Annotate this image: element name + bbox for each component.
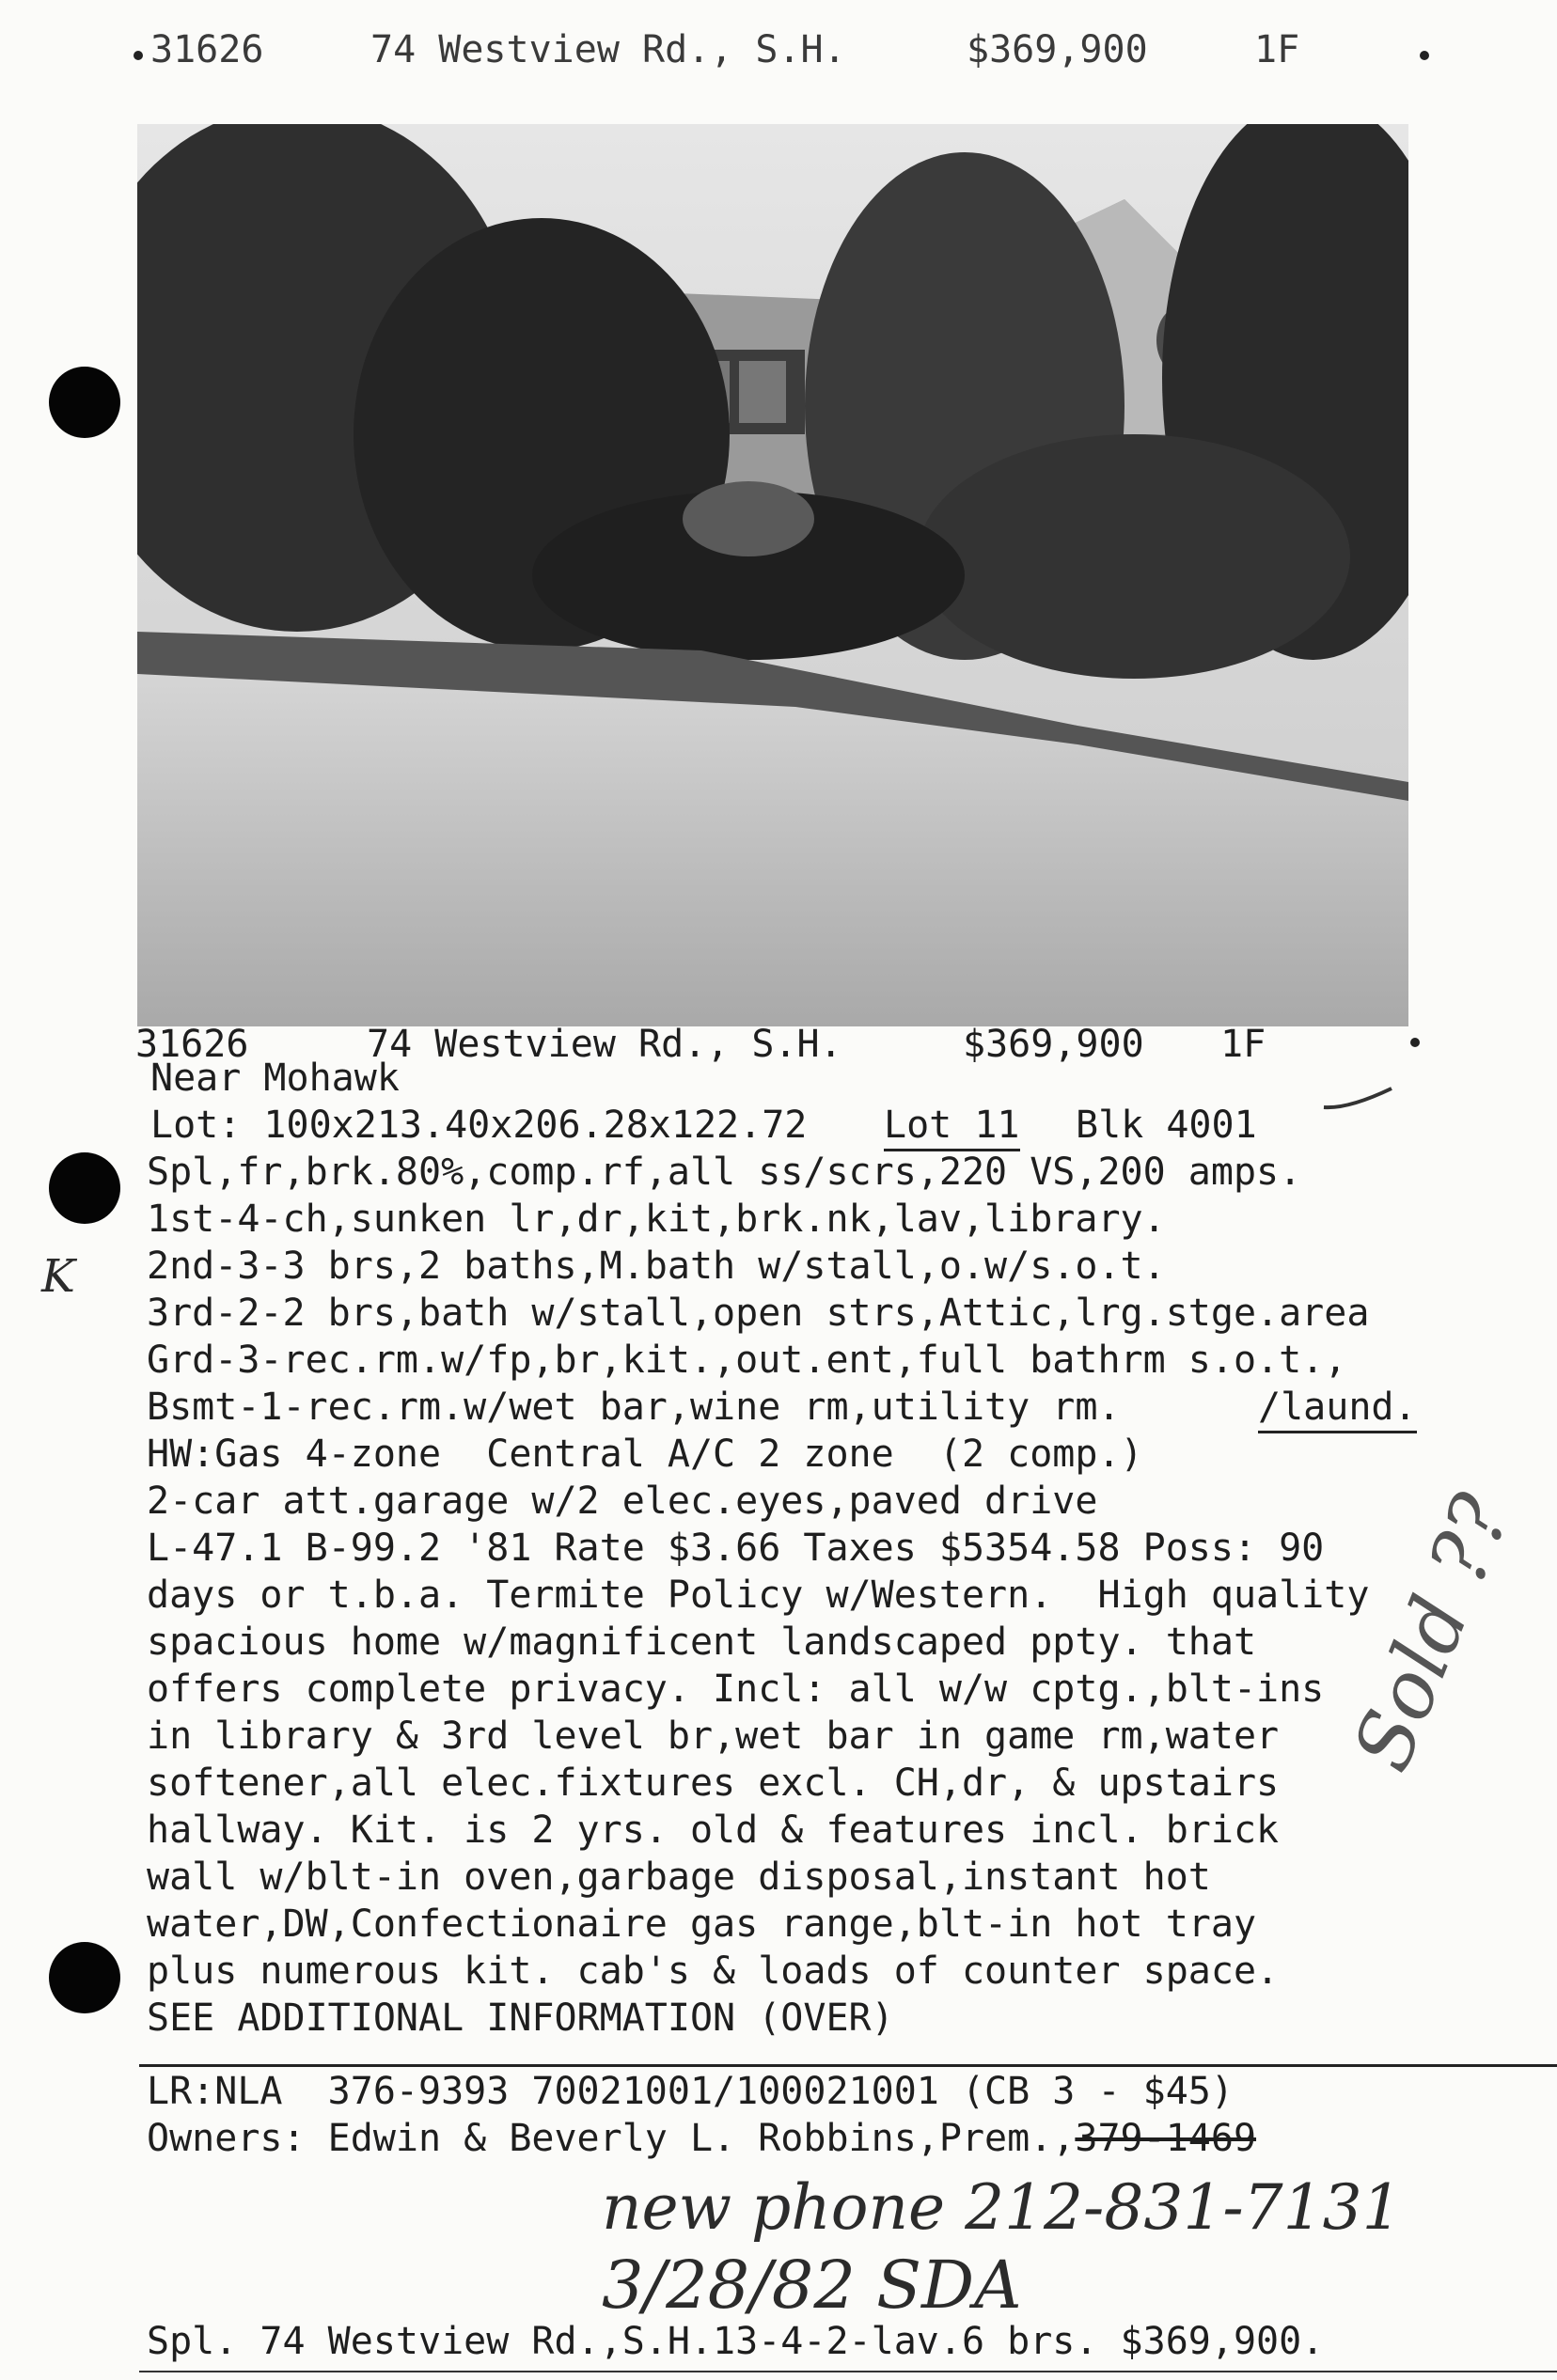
detail-line: L-47.1 B-99.2 '81 Rate $3.66 Taxes $5354.58 Poss: 90 <box>147 1527 1325 1570</box>
sold-annotation: Sold ?? <box>1335 1481 1529 1783</box>
owners-text: Owners: Edwin & Beverly L. Robbins,Prem., <box>147 2117 1076 2160</box>
header-strip <box>113 28 1467 81</box>
header-listing-number: 31626 <box>150 28 264 71</box>
detail-line: offers complete privacy. Incl: all w/w cptg.,blt-ins <box>147 1668 1325 1711</box>
lot-dimensions: Lot: 100x213.40x206.28x122.72 <box>150 1104 808 1147</box>
detail-line: plus numerous kit. cab's & loads of counter space. <box>147 1949 1280 1993</box>
margin-mark: K <box>41 1250 75 1303</box>
detail-line: in library & 3rd level br,wet bar in game rm,water <box>147 1715 1280 1758</box>
location-row <box>147 1055 1463 1102</box>
laund-note: /laund. <box>1258 1384 1417 1433</box>
bullet-dot <box>1420 51 1429 60</box>
block-number: Blk 4001 <box>1076 1104 1257 1147</box>
lr-line: LR:NLA 376-9393 70021001/100021001 (CB 3 - $45) <box>147 2070 1234 2113</box>
detail-line: Grd-3-rec.rm.w/fp,br,kit.,out.ent,full bathrm s.o.t., <box>147 1339 1347 1382</box>
header-price: $369,900 <box>967 28 1148 71</box>
listing-style: 1F <box>1220 1023 1266 1066</box>
owners-line <box>147 2115 1463 2162</box>
detail-line: 2-car att.garage w/2 elec.eyes,paved drive <box>147 1480 1098 1523</box>
detail-line: 2nd-3-3 brs,2 baths,M.bath w/stall,o.w/s.o.t. <box>147 1245 1166 1288</box>
house-photo <box>137 124 1408 1026</box>
listing-price: $369,900 <box>963 1023 1144 1066</box>
detail-line: Spl,fr,brk.80%,comp.rf,all ss/scrs,220 VS,200 amps. <box>147 1151 1302 1194</box>
detail-line: Bsmt-1-rec.rm.w/wet bar,wine rm,utility rm. <box>147 1386 1121 1429</box>
punch-hole <box>49 367 120 438</box>
sold-date-note: 3/28/82 SDA <box>602 2247 1022 2324</box>
detail-line: HW:Gas 4-zone Central A/C 2 zone (2 comp.) <box>147 1433 1143 1476</box>
listing-number: 31626 <box>135 1023 249 1066</box>
detail-line: wall w/blt-in oven,garbage disposal,instant hot <box>147 1855 1211 1899</box>
checkmark-icon <box>1320 1081 1395 1115</box>
basement-row <box>147 1384 1463 1431</box>
listing-details <box>135 1021 1463 2042</box>
old-phone: 379-1469 <box>1075 2117 1257 2160</box>
punch-hole <box>49 1152 120 1224</box>
summary-line: Spl. 74 Westview Rd.,S.H.13-4-2-lav.6 brs. $369,900. <box>147 2320 1325 2363</box>
bottom-rule <box>139 2371 1557 2372</box>
bullet-dot <box>1410 1038 1420 1047</box>
footer-block <box>147 2068 1463 2162</box>
detail-line: softener,all elec.fixtures excl. CH,dr, & upstairs <box>147 1762 1280 1805</box>
listing-address: 74 Westview Rd., S.H. <box>367 1023 842 1066</box>
header-address: 74 Westview Rd., S.H. <box>370 28 846 71</box>
bullet-dot <box>134 51 143 60</box>
new-phone-note: new phone 212-831-7131 <box>602 2171 1402 2244</box>
section-divider <box>139 2064 1557 2067</box>
lot-row <box>147 1102 1463 1149</box>
detail-line: hallway. Kit. is 2 yrs. old & features incl. brick <box>147 1808 1280 1852</box>
detail-line: SEE ADDITIONAL INFORMATION (OVER) <box>147 1996 894 2040</box>
listing-location: Near Mohawk <box>150 1057 400 1100</box>
house-photo-icon <box>137 124 1408 1026</box>
lot-number: Lot 11 <box>884 1102 1020 1151</box>
detail-line: 1st-4-ch,sunken lr,dr,kit,brk.nk,lav,library. <box>147 1198 1166 1241</box>
header-style: 1F <box>1254 28 1300 71</box>
detail-line: spacious home w/magnificent landscaped ppty. that <box>147 1621 1257 1664</box>
detail-line: water,DW,Confectionaire gas range,blt-in hot tray <box>147 1902 1257 1946</box>
punch-hole <box>49 1942 120 2013</box>
detail-line: days or t.b.a. Termite Policy w/Western. High quality <box>147 1574 1370 1617</box>
detail-line: 3rd-2-2 brs,bath w/stall,open strs,Attic,lrg.stge.area <box>147 1292 1370 1335</box>
